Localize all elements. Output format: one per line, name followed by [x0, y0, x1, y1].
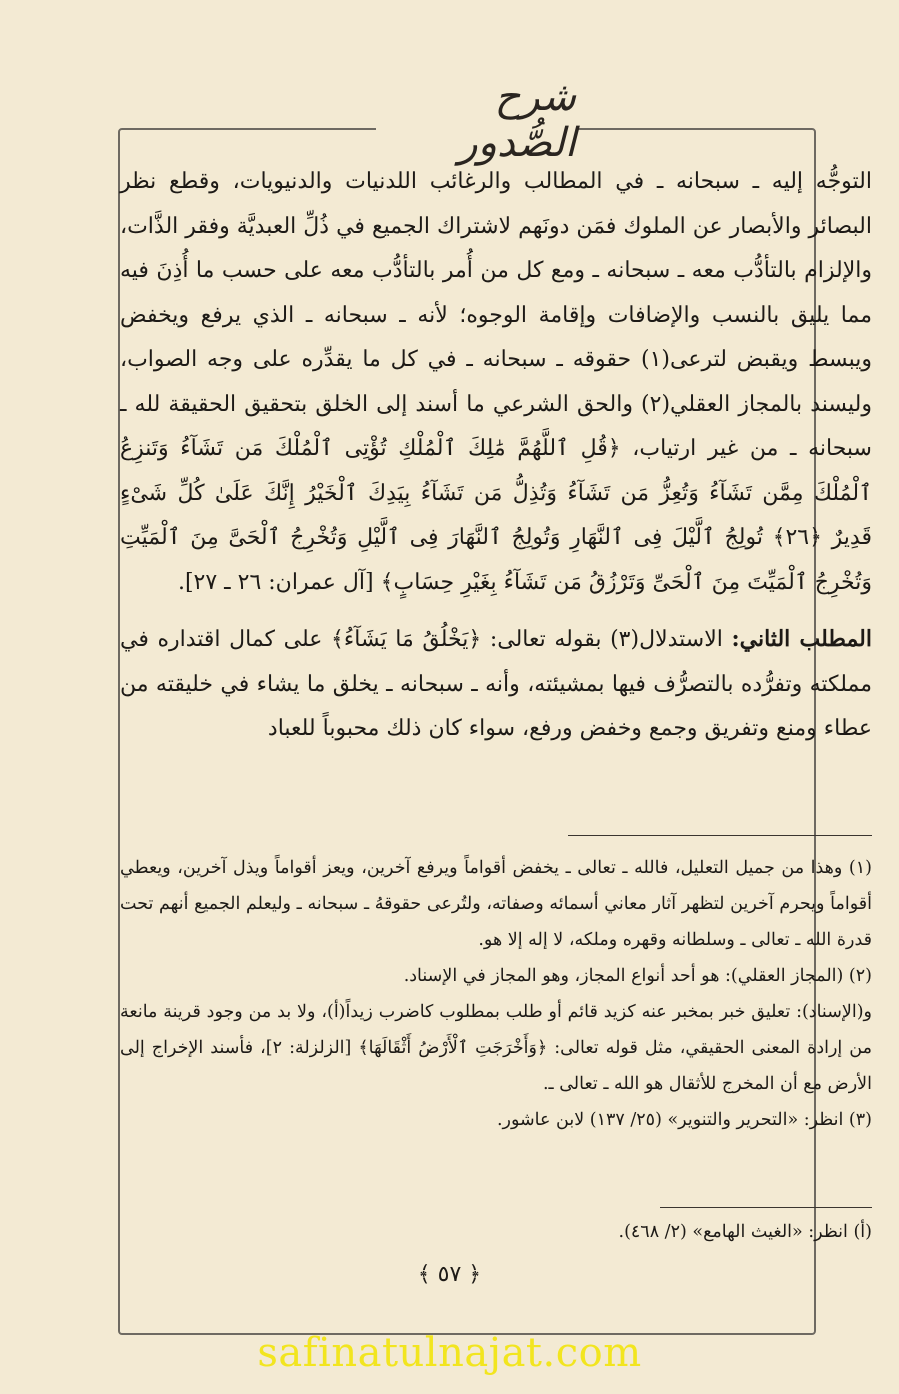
watermark: safinatulnajat.com — [257, 1330, 642, 1376]
footnote-a-separator — [660, 1207, 872, 1208]
page-number: ﴿ ٥٧ ﴾ — [417, 1262, 482, 1287]
header — [376, 74, 576, 166]
paragraph-2-text: الاستدلال(٣) بقوله تعالى: ﴿يَخْلُقُ مَا يَشَآءُ﴾ على كمال اقتداره في مملكته وتفرُّده بالتصرُّف فيها بمشيئته، وأنه ـ سبحانه ـ يخلق ما يشاء في خليقته من عطاء ومنع وتفريق وجمع وخفض ورفع، سواء كان ذلك محبوباً للعباد — [120, 627, 872, 741]
paragraph-2 — [120, 617, 872, 752]
book-title: شرح الصُّدور — [458, 74, 576, 166]
footnote-1: (١) وهذا من جميل التعليل، فالله ـ تعالى ـ يخفض أقواماً ويرفع آخرين، ويعز أقواماً ويذل آخرين، ويعطي أقواماً ويحرم آخرين لتظهر آثار معاني أسمائه وصفاته، ولتُرعى حقوقهُ ـ سبحانه ـ وليعلم الجميع أنهم تحت قدرة الله ـ تعالى ـ وسلطانه وقهره وملكه، لا إله إلا هو. — [120, 858, 872, 950]
footnote-separator — [568, 835, 872, 836]
footnote-2-line-2: و(الإسناد): تعليق خبر بمخبر عنه كزيد قائم أو طلب بمطلوب كاضرب زيداً(أ)، ولا بد من وجود قرينة مانعة من إرادة المعنى الحقيقي، مثل قوله تعالى: ﴿وَأَخْرَجَتِ ٱلْأَرْضُ أَثْقَالَهَا﴾ [الزلزلة: ٢]، فأسند الإخراج إلى الأرض مع أن المخرج للأثقال هو الله ـ تعالى ـ. — [120, 1002, 873, 1094]
footnote-a: (أ) انظر: «الغيث الهامع» (٢/ ٤٦٨). — [618, 1222, 872, 1242]
paragraph-1: التوجُّه إليه ـ سبحانه ـ في المطالب والرغائب اللدنيات والدنيويات، وقطع نظر البصائر والأبصار عن الملوك فمَن دونَهم لاشتراك الجميع في ذُلِّ العبديَّة وفقر الذَّات، والإلزام بالتأدُّب معه ـ سبحانه ـ ومع كل من أُمر بالتأدُّب معه على حسب ما أُذِنَ فيه مما يليق بالنسب والإضافات وإقامة الوجوه؛ لأنه ـ سبحانه ـ الذي يرفع ويخفض ويبسط ويقبض لترعى(١) حقوقه ـ سبحانه ـ في كل ما يقدِّره على وجه الصواب، وليسند بالمجاز العقلي(٢) والحق الشرعي ما أسند إلى الخلق بتحقيق الحقيقة لله ـ سبحانه ـ من غير ارتياب، ﴿قُلِ ٱللَّهُمَّ مَٰلِكَ ٱلْمُلْكِ تُؤْتِى ٱلْمُلْكَ مَن تَشَآءُ وَتَنزِعُ ٱلْمُلْكَ مِمَّن تَشَآءُ وَتُعِزُّ مَن تَشَآءُ وَتُذِلُّ مَن تَشَآءُ بِيَدِكَ ٱلْخَيْرُ إِنَّكَ عَلَىٰ كُلِّ شَىْءٍ قَدِيرٌ ﴿٢٦﴾ تُولِجُ ٱلَّيْلَ فِى ٱلنَّهَارِ وَتُولِجُ ٱلنَّهَارَ فِى ٱلَّيْلِ وَتُخْرِجُ ٱلْحَىَّ مِنَ ٱلْمَيِّتِ وَتُخْرِجُ ٱلْمَيِّتَ مِنَ ٱلْحَىِّ وَتَرْزُقُ مَن تَشَآءُ بِغَيْرِ حِسَابٍ﴾ [آل عمران: ٢٦ ـ ٢٧]. — [120, 169, 873, 595]
footnote-3: (٣) انظر: «التحرير والتنوير» (٢٥/ ١٣٧) لابن عاشور. — [496, 1110, 872, 1130]
section-heading: المطلب الثاني: — [731, 626, 872, 652]
footnotes — [120, 850, 872, 1138]
main-text — [120, 160, 872, 752]
footnote-2-line-1: (٢) (المجاز العقلي): هو أحد أنواع المجاز، وهو المجاز في الإسناد. — [403, 966, 872, 986]
